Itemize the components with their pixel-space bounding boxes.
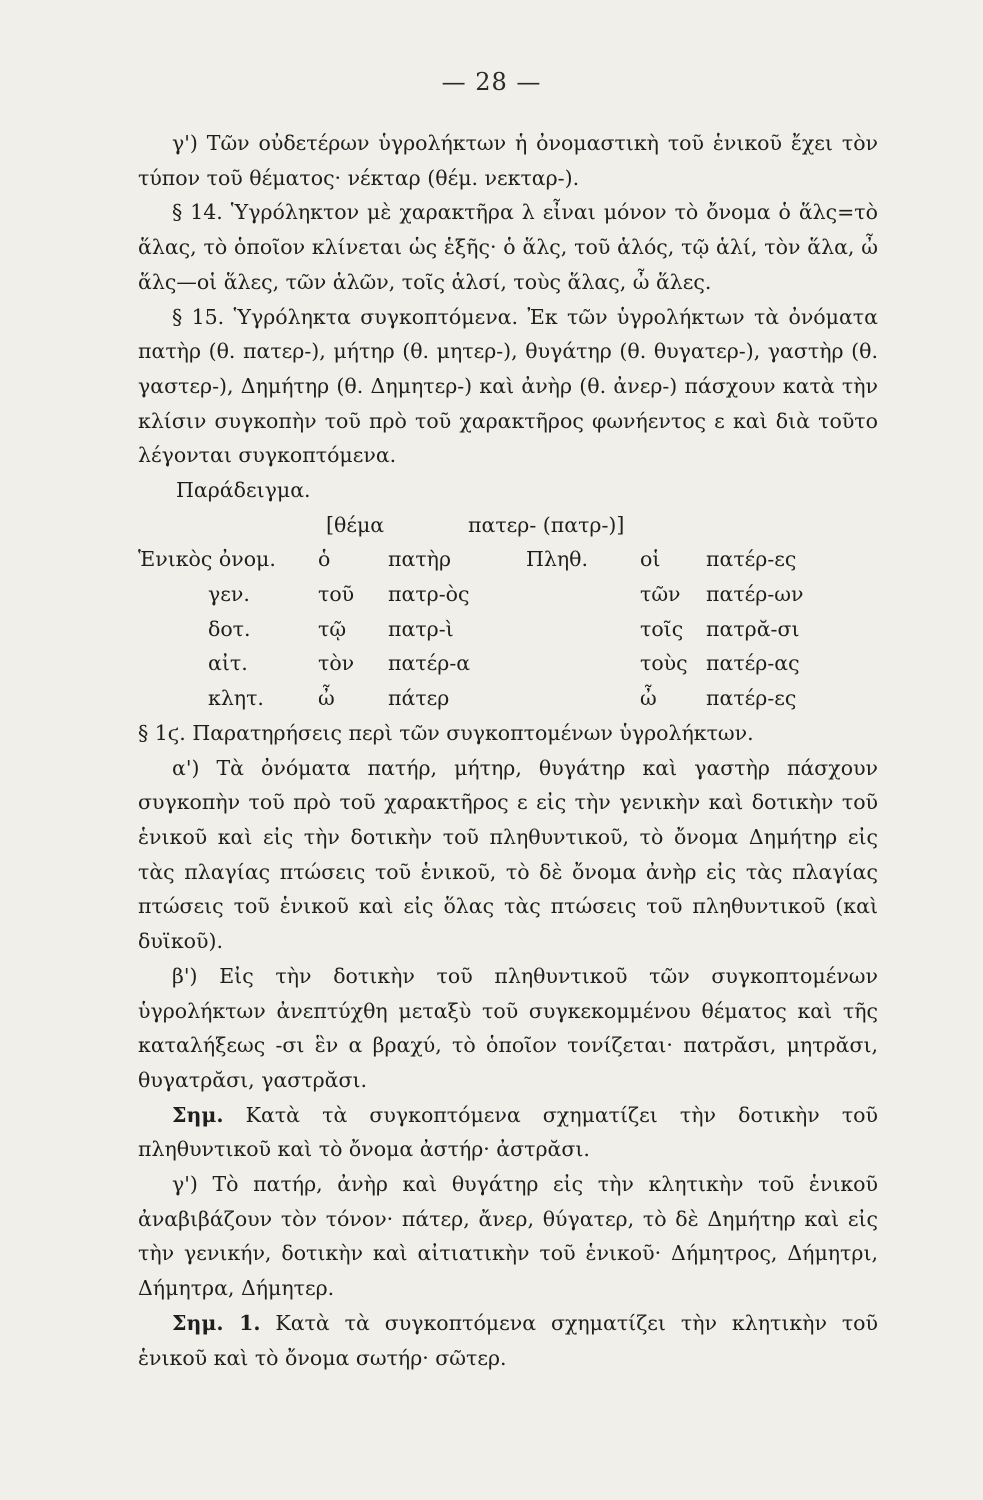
form-singular: πάτερ xyxy=(388,686,450,711)
note-1-paragraph xyxy=(138,1098,878,1167)
form-singular: πατρ-ὶ xyxy=(388,616,454,641)
case-label: δοτ. xyxy=(208,616,251,641)
paradigm-row xyxy=(138,577,878,612)
page-number: — 28 — xyxy=(441,68,542,96)
article-singular: ὦ xyxy=(318,686,335,711)
paragraph-neuter-nominative: γ') Τῶν οὐδετέρων ὑγρολήκτων ἡ ὀνομαστικὴ τοῦ ἑνικοῦ ἔχει τὸν τύπον τοῦ θέματος· νέκταρ (θέμ. νεκταρ-). xyxy=(138,131,878,190)
paradigm-row xyxy=(138,646,878,681)
note-2-label: Σημ. 1. xyxy=(172,1310,261,1335)
case-label: αἰτ. xyxy=(208,651,248,676)
paragraph-section-14: § 14. Ὑγρόληκτον μὲ χαρακτῆρα λ εἶναι μόνον τὸ ὄνομα ὁ ἅλς=τὸ ἅλας, τὸ ὁποῖον κλίνεται ὡς ἑξῆς· ὁ ἅλς, τοῦ ἁλός, τῷ ἁλί, τὸν ἅλα, ὦ ἅλς—οἱ ἅλες, τῶν ἁλῶν, τοῖς ἁλσί, τοὺς ἅλας, ὦ ἅλες. xyxy=(138,200,878,294)
case-label: Ἑνικὸς ὀνομ. xyxy=(138,547,276,572)
article-plural: ὦ xyxy=(640,686,657,711)
article-singular: τοῦ xyxy=(318,582,355,607)
form-plural: πατέρ-ας xyxy=(706,651,800,676)
example-label: Παράδειγμα. xyxy=(176,478,311,503)
article-plural: τῶν xyxy=(640,582,681,607)
case-label: κλητ. xyxy=(208,686,264,711)
paradigm-row xyxy=(138,542,878,577)
article-plural: τοῖς xyxy=(640,616,684,641)
article-singular: ὁ xyxy=(318,547,331,572)
form-plural: πατέρ-ων xyxy=(706,582,804,607)
case-label: γεν. xyxy=(208,582,250,607)
article-singular: τῷ xyxy=(318,616,347,641)
paradigm-theme-line xyxy=(138,508,878,543)
paragraph-section-15: § 15. Ὑγρόληκτα συγκοπτόμενα. Ἐκ τῶν ὑγρολήκτων τὰ ὀνόματα πατὴρ (θ. πατερ-), μήτηρ (θ. μητερ-), θυγάτηρ (θ. θυγατερ-), γαστὴρ (θ. γαστερ-), Δημήτηρ (θ. Δημητερ-) καὶ ἀνὴρ (θ. ἀνερ-) πάσχουν κατὰ τὴν κλίσιν συγκοπὴν τοῦ πρὸ τοῦ χαρακτῆρος φωνήεντος ε καὶ διὰ τοῦτο λέγονται συγκοπτόμενα. xyxy=(138,304,878,468)
note-1-label: Σημ. xyxy=(172,1102,224,1127)
body-text xyxy=(138,126,878,1375)
note-2-text: Κατὰ τὰ συγκοπτόμενα σχηματίζει τὴν κλητικὴν τοῦ ἑνικοῦ καὶ τὸ ὄνομα σωτήρ· σῶτερ. xyxy=(138,1310,878,1370)
plural-label: Πληθ. xyxy=(526,547,589,572)
form-plural: πατρᾰ-σι xyxy=(706,616,800,641)
note-2-paragraph xyxy=(138,1306,878,1375)
paradigm-row xyxy=(138,681,878,716)
paradigm-theme-left: [θέμα xyxy=(326,512,385,537)
paradigm-table xyxy=(138,542,878,716)
paradigm-theme-right: πατερ- (πατρ-)] xyxy=(468,512,625,537)
paradigm-row xyxy=(138,612,878,647)
note-1-text: Κατὰ τὰ συγκοπτόμενα σχηματίζει τὴν δοτικὴν τοῦ πληθυντικοῦ καὶ τὸ ὄνομα ἀστήρ· ἀστρᾰσι. xyxy=(138,1102,878,1162)
form-singular: πατὴρ xyxy=(388,547,451,572)
paragraph-section-16-heading: § 1ϛ. Παρατηρήσεις περὶ τῶν συγκοπτομένων ὑγρολήκτων. xyxy=(138,720,754,745)
form-plural: πατέρ-ες xyxy=(706,686,797,711)
paragraph-observation-c: γ') Τὸ πατήρ, ἀνὴρ καὶ θυγάτηρ εἰς τὴν κλητικὴν τοῦ ἑνικοῦ ἀναβιβάζουν τὸν τόνον· πάτερ, ἄνερ, θύγατερ, τὸ δὲ Δημήτηρ καὶ εἰς τὴν γενικήν, δοτικὴν καὶ αἰτιατικὴν τοῦ ἑνικοῦ· Δήμητρος, Δήμητρι, Δήμητρα, Δήμητερ. xyxy=(138,1172,878,1301)
article-plural: τοὺς xyxy=(640,651,688,676)
paragraph-observation-a: α') Τὰ ὀνόματα πατήρ, μήτηρ, θυγάτηρ καὶ γαστὴρ πάσχουν συγκοπὴν τοῦ πρὸ τοῦ χαρακτῆρος ε εἰς τὴν γενικὴν καὶ δοτικὴν τοῦ ἑνικοῦ καὶ εἰς τὴν δοτικὴν τοῦ πληθυντικοῦ, τὸ ὄνομα Δημήτηρ εἰς τὰς πλαγίας πτώσεις τοῦ ἑνικοῦ, τὸ δὲ ὄνομα ἀνὴρ εἰς τὰς πλαγίας πτώσεις τοῦ ἑνικοῦ καὶ εἰς ὅλας τὰς πτώσεις τοῦ πληθυντικοῦ (καὶ δυϊκοῦ). xyxy=(138,755,878,954)
form-singular: πατέρ-α xyxy=(388,651,471,676)
article-plural: οἱ xyxy=(640,547,661,572)
paragraph-observation-b: β') Εἰς τὴν δοτικὴν τοῦ πληθυντικοῦ τῶν συγκοπτομένων ὑγρολήκτων ἀνεπτύχθη μεταξὺ τοῦ συγκεκομμένου θέματος καὶ τῆς καταλήξεως -σι ἓν α βραχύ, τὸ ὁποῖον τονίζεται· πατρᾰσι, μητρᾰσι, θυγατρᾰσι, γαστρᾰσι. xyxy=(138,963,878,1092)
form-singular: πατρ-ὸς xyxy=(388,582,470,607)
form-plural: πατέρ-ες xyxy=(706,547,797,572)
article-singular: τὸν xyxy=(318,651,355,676)
